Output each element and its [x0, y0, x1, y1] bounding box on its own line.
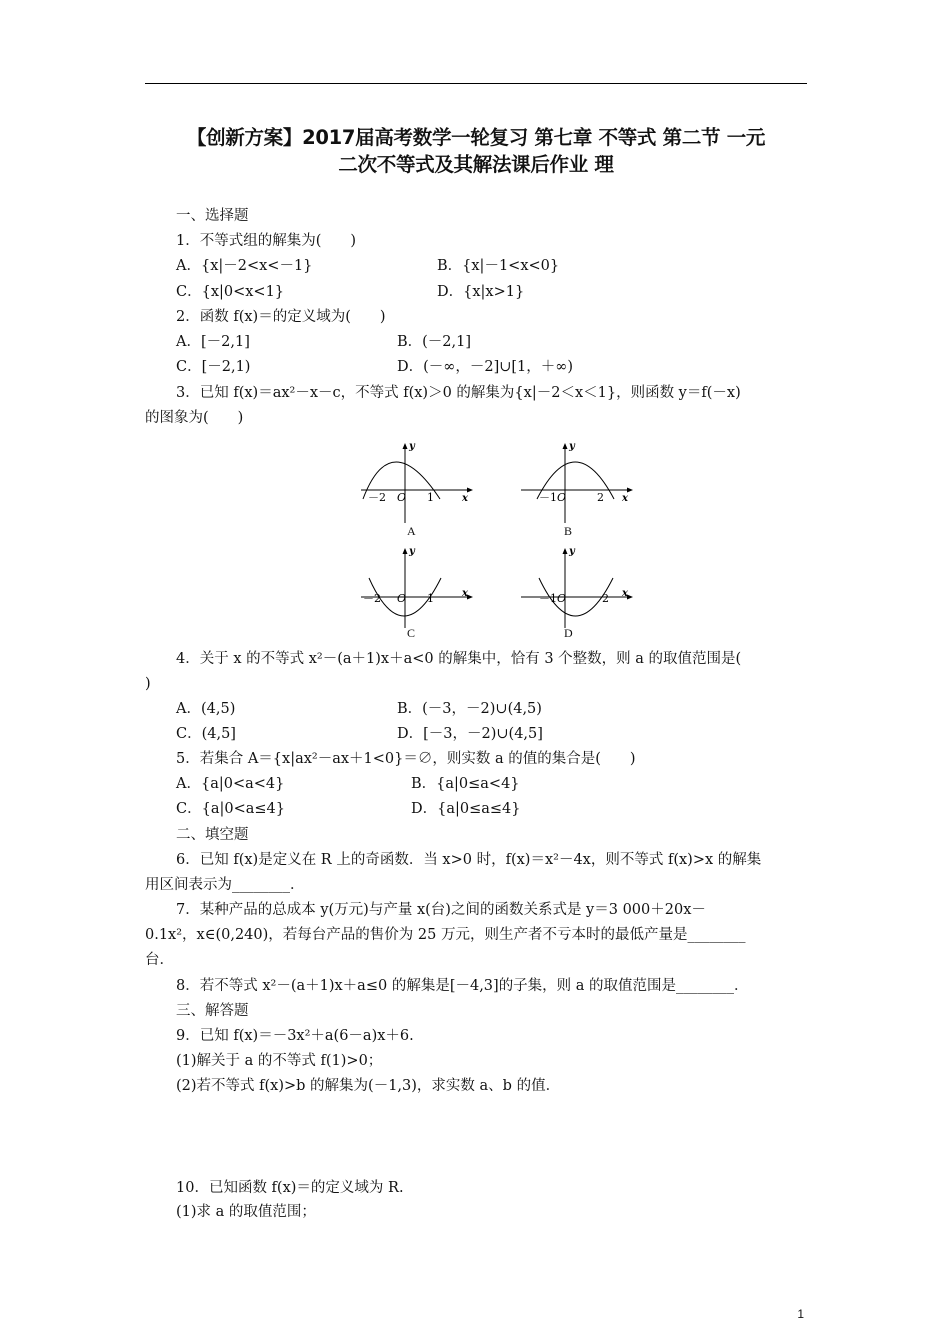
q1-option-a: A．{x|－2<x<－1}	[176, 258, 313, 274]
x-axis-arrow	[627, 488, 633, 493]
y-axis-arrow	[563, 548, 568, 554]
x-label: x	[622, 493, 628, 504]
y-label: y	[409, 441, 415, 452]
question-9-part-1: (1)解关于 a 的不等式 f(1)>0；	[176, 1053, 383, 1069]
graph-b	[515, 437, 639, 527]
graph-c-caption: C	[407, 626, 416, 640]
origin-label: O	[397, 592, 407, 605]
section-fill-in: 二、填空题	[176, 827, 249, 843]
graph-b-caption: B	[564, 524, 573, 538]
graph-a	[355, 437, 479, 527]
q5-option-c: C．{a|0<a≤4}	[176, 801, 285, 817]
q4-option-d: D．[－3，－2)∪(4,5]	[397, 726, 543, 742]
question-4-line-2: )	[145, 676, 151, 692]
question-1: 1．不等式组的解集为( )	[176, 233, 357, 249]
header-rule	[145, 83, 807, 84]
section-solve: 三、解答题	[176, 1003, 249, 1019]
y-label: y	[409, 546, 415, 557]
q4-option-c: C．(4,5]	[176, 726, 236, 742]
q5-option-b: B．{a|0≤a<4}	[411, 776, 520, 792]
tick-label-left: －2	[363, 592, 381, 605]
question-8: 8．若不等式 x²－(a＋1)x＋a≤0 的解集是[－4,3]的子集，则 a 的取值范围是________．	[176, 978, 749, 994]
q4-option-b: B．(－3，－2)∪(4,5)	[397, 701, 542, 717]
q2-option-d: D．(－∞，－2]∪[1，＋∞)	[397, 359, 574, 375]
x-label: x	[462, 588, 468, 599]
q5-option-a: A．{a|0<a<4}	[176, 776, 285, 792]
question-6-line-2: 用区间表示为________．	[145, 877, 305, 893]
question-9: 9．已知 f(x)＝－3x²＋a(6－a)x＋6.	[176, 1028, 414, 1044]
question-7-line-2: 0.1x²，x∈(0,240)，若每台产品的售价为 25 万元，则生产者不亏本时的最低产量是________	[145, 927, 746, 943]
q2-option-c: C．[－2,1)	[176, 359, 251, 375]
tick-label-right: 1	[427, 592, 434, 605]
x-label: x	[622, 588, 628, 599]
graph-d-svg	[515, 542, 639, 632]
graph-c	[355, 542, 479, 632]
question-10-part-1: (1)求 a 的取值范围；	[176, 1204, 316, 1220]
origin-label: O	[397, 491, 407, 504]
title-line-1: 【创新方案】2017届高考数学一轮复习 第七章 不等式 第二节 一元	[186, 126, 766, 149]
graph-a-caption: A	[407, 524, 416, 538]
tick-label-right: 2	[602, 592, 609, 605]
section-choice: 一、选择题	[176, 208, 249, 224]
question-2: 2．函数 f(x)＝的定义域为( )	[176, 309, 386, 325]
y-axis-arrow	[563, 443, 568, 449]
origin-label: O	[557, 491, 567, 504]
y-label: y	[569, 441, 575, 452]
document-title	[145, 124, 807, 178]
q5-option-d: D．{a|0≤a≤4}	[411, 801, 521, 817]
question-7-line-1: 7．某种产品的总成本 y(万元)与产量 x(台)之间的函数关系式是 y＝3 000＋20x－	[176, 902, 706, 918]
tick-label-left: －1	[539, 592, 557, 605]
question-5: 5．若集合 A＝{x|ax²－ax＋1<0}＝∅，则实数 a 的值的集合是( )	[176, 751, 636, 767]
question-9-part-2: (2)若不等式 f(x)>b 的解集为(－1,3)，求实数 a、b 的值．	[176, 1078, 561, 1094]
question-7-line-3: 台．	[145, 952, 174, 968]
page-number: 1	[797, 1307, 804, 1321]
x-label: x	[462, 493, 468, 504]
question-6-line-1: 6．已知 f(x)是定义在 R 上的奇函数．当 x>0 时，f(x)＝x²－4x，则不等式 f(x)>x 的解集	[176, 852, 762, 868]
graph-d-caption: D	[564, 626, 573, 640]
x-axis-arrow	[467, 488, 473, 493]
question-4-line-1: 4．关于 x 的不等式 x²－(a＋1)x＋a<0 的解集中，恰有 3 个整数，则 a 的取值范围是(	[176, 651, 742, 667]
y-axis-arrow	[403, 548, 408, 554]
y-axis-arrow	[403, 443, 408, 449]
q4-option-a: A．(4,5)	[176, 701, 236, 717]
question-3-line-2: 的图象为( )	[145, 410, 244, 426]
q1-option-d: D．{x|x>1}	[437, 284, 525, 300]
graph-a-svg	[355, 437, 479, 527]
q2-option-a: A．[－2,1]	[176, 334, 250, 350]
q1-option-b: B．{x|－1<x<0}	[437, 258, 560, 274]
y-label: y	[569, 546, 575, 557]
tick-label-left: －1	[539, 491, 557, 504]
graph-b-svg	[515, 437, 639, 527]
origin-label: O	[557, 592, 567, 605]
graph-d	[515, 542, 639, 632]
q1-option-c: C．{x|0<x<1}	[176, 284, 285, 300]
tick-label-right: 1	[427, 491, 434, 504]
graph-c-svg	[355, 542, 479, 632]
tick-label-left: －2	[368, 491, 386, 504]
question-10: 10．已知函数 f(x)＝的定义域为 R.	[176, 1180, 404, 1196]
title-line-2: 二次不等式及其解法课后作业 理	[338, 153, 614, 176]
question-3-line-1: 3．已知 f(x)＝ax²－x－c，不等式 f(x)＞0 的解集为{x|－2＜x＜1}，则函数 y＝f(－x)	[176, 385, 741, 401]
q2-option-b: B．(－2,1]	[397, 334, 472, 350]
tick-label-right: 2	[597, 491, 604, 504]
